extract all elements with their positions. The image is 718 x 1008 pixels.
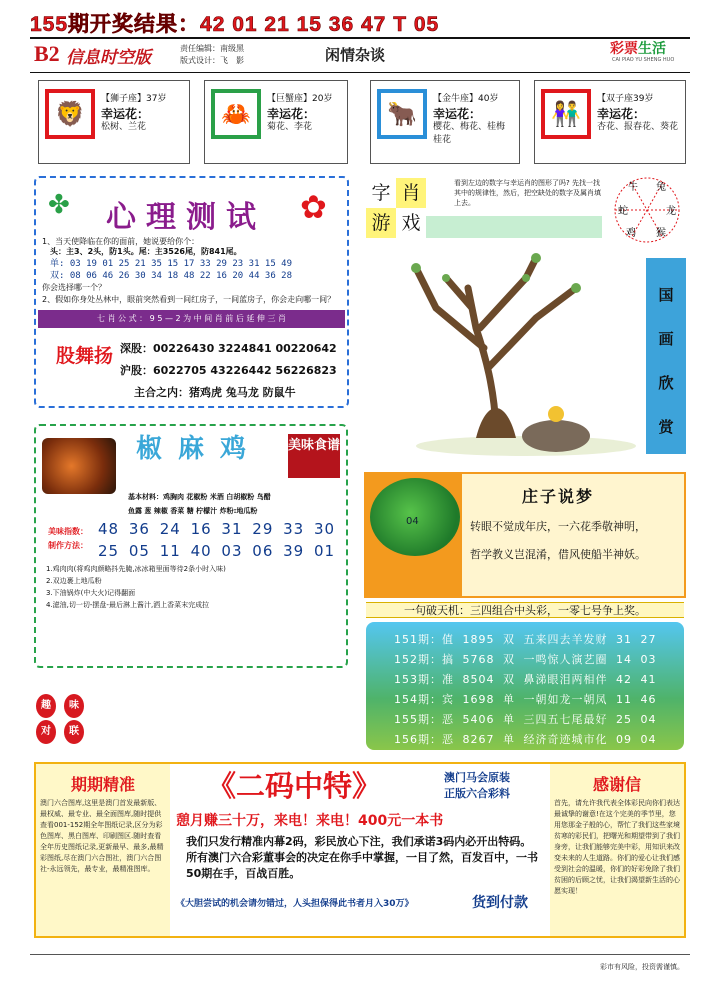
accuracy-text: 澳门六合图库,这里是澳门首发最新版、最权威、最专业、最全面图库,随时提供查看001-152期全年图纸记录,区分为彩色图库、黑白图库、印刷图区.随时查看全年历史图纸记录,更新最早、最多,最精彩图纸,尽在澳门六合图社，澳门六合图社-永远领先，最专业，最精准图库。 [40, 799, 164, 873]
riddle-char: 字 [371, 182, 391, 204]
seven-zodiac-formula: 七 肖 公 式 ： 9 5 — 2 为 中 间 肖 前 后 延 伸 三 肖 [38, 310, 345, 328]
crab-icon: 🦀 [211, 89, 261, 139]
odd-numbers-row: 单: 03 19 01 25 21 35 15 17 33 29 23 31 15 49 [50, 259, 292, 269]
history-row: 152期：搞 5768 双 一鸣惊人演艺圈 14 03 [394, 653, 657, 666]
painting-char: 赏 [658, 418, 674, 436]
accuracy-box [36, 764, 170, 936]
lantern-icon: 联 [64, 720, 84, 744]
zodiac-card-gemini [534, 80, 686, 164]
one-line-hint: 一句破天机：三四组合中头彩，一零七号争上奖。 [366, 602, 684, 618]
history-row: 156期：恶 8267 单 经济奇迹城市化 09 04 [394, 733, 657, 746]
shanghai-stock-line: 沪股：6022705 43226442 56226823 [120, 364, 337, 377]
recipe-tag: 美味食谱 [288, 434, 340, 478]
cash-on-delivery: 货到付款 [472, 895, 528, 911]
dream-text-box [462, 474, 684, 596]
number-row-2: 25 05 11 40 03 06 39 01 [98, 542, 336, 560]
bull-icon: 🐂 [377, 89, 427, 139]
lantern-icon: 味 [64, 694, 84, 718]
macau-original [444, 770, 510, 802]
thanks-title: 感谢信 [592, 775, 641, 794]
footer-rule [30, 954, 690, 955]
brand-title: 信息时空版 [66, 48, 151, 68]
dream-line-2: 哲学教义岂混淆，借风使船半神妖。 [470, 548, 646, 561]
lion-icon: 🦁 [45, 89, 95, 139]
tree-painting [376, 248, 640, 460]
page-code: B2 [34, 41, 60, 66]
ring-char: 鸡 [626, 228, 636, 239]
recipe-title: 椒麻鸡 [136, 434, 263, 464]
side-line-2: 正版六合彩料 [444, 787, 510, 800]
logo-text: 股舞扬 [56, 345, 114, 367]
zodiac-name: 【金牛座】40岁 [433, 94, 499, 104]
main-zodiac-line: 主合之内：猪鸡虎 兔马龙 防鼠牛 [134, 386, 296, 399]
lucky-flowers: 杏花、报春花、葵花 [597, 122, 679, 132]
psych-test-panel [34, 176, 349, 408]
question-1-end: 你会选择哪一个？ [42, 283, 106, 292]
zodiac-ring [606, 174, 688, 246]
question-1-tails: 头：主3、2头，防1头。尾：主3526尾，防841尾。 [42, 247, 242, 256]
draw-result-title: 155期开奖结果：42 01 21 15 36 47 T 05 [30, 13, 440, 36]
step-1: 1.鸡肉肉(将鸡肉颜略抖先腌,冰冰箱里面等待2条小时入味) [46, 565, 226, 573]
lucky-label: 幸运花： [433, 107, 482, 121]
step-2: 2.双边裹上地瓜粉 [46, 577, 102, 585]
zodiac-name: 【双子座39岁 [597, 94, 654, 104]
ad-footnote: 《大胆尝试的机会请勿错过，人头担保得此书者月入30万》 [176, 899, 414, 909]
lucky-flowers: 菊花、李花 [267, 122, 313, 132]
designer-line: 版式设计：飞 影 [180, 56, 244, 65]
history-row: 155期：恶 5406 单 三四五七尾最好 25 04 [394, 713, 657, 726]
ring-char: 蛇 [618, 206, 628, 217]
shenzhen-stock-line: 深股：00226430 3224841 00220642 [120, 342, 337, 355]
riddle-char: 肖 [396, 178, 426, 208]
ingredients-2: 鱼露 葱 辣椒 香菜 糖 柠檬汁 炸粉:地瓜粉 [128, 507, 258, 515]
word-zodiac-game [366, 176, 602, 240]
zodiac-name: 【巨蟹座】20岁 [267, 94, 333, 104]
history-row: 154期：宾 1698 单 一朝如龙一朝凤 11 46 [394, 693, 657, 706]
psych-title: 心理测试 [106, 200, 266, 235]
zodiac-card-taurus [370, 80, 520, 164]
lucky-label: 幸运花： [267, 107, 316, 121]
side-line-1: 澳门马会原装 [444, 771, 510, 784]
flower-icon: ✿ [300, 188, 327, 226]
bottom-ad-panel [34, 762, 686, 938]
index-label: 美味指数： [48, 527, 88, 536]
ad-slogan: 憩月赚三十万，来电！来电！400元一本书 [176, 813, 444, 829]
editor-line: 责任编辑：南级黑 [180, 44, 244, 53]
painting-char: 国 [658, 286, 674, 304]
recipe-panel [34, 424, 348, 668]
lucky-label: 幸运花： [101, 107, 150, 121]
dream-title: 庄子说梦 [522, 487, 595, 506]
thanks-letter-box [550, 764, 684, 936]
zodiac-name: 【狮子座】37岁 [101, 94, 167, 104]
ring-char: 猴 [656, 228, 666, 239]
riddle-text: 看到左边的数字与幸运肖的图形了吗? 先找一找其中的规律性，然后，把空缺处的数字及属肖填上去。 [454, 179, 601, 207]
painting-char: 画 [658, 330, 674, 348]
ring-char: 兔 [656, 182, 666, 193]
answer-bar [426, 216, 602, 238]
step-4: 4.滤油,切一切-摆盘-最后淋上酱汁,洒上香菜末完成拉 [46, 601, 210, 609]
lucky-flowers: 樱花、梅花、桂梅桂花 [433, 122, 506, 145]
lantern-icon: 趣 [36, 694, 56, 718]
editors [180, 43, 244, 67]
riddle-char: 戏 [401, 212, 421, 234]
thanks-text: 首先，请允许我代表全体彩民向你们表达最诚挚的谢意!在这个完美的季节里，您用您那金子般的心，帮忙了我们这些家境贫寒的彩民们，把曙光和期望带到了我们身旁，让我们能够完美中彩，用知识来改变未来的人生道路。你们的爱心让我们感受到社会的温暖，你们的好彩免除了我们贫困的后顾之忧，让我们渴望新生活的心愿实现！ [554, 799, 680, 895]
risk-warning: 彩市有风险，投资需谨慎。 [600, 963, 684, 971]
step-3: 3.下油锅炸(中大火)记得翻面 [46, 589, 136, 597]
number-row-1: 48 36 24 16 31 29 33 30 [98, 520, 336, 538]
logo-subtitle: CAI PIAO YU SHENG HUO [612, 57, 675, 63]
clover-icon: ✤ [48, 190, 70, 220]
leaf-number: 04 [406, 516, 419, 527]
caipiao-logo [610, 38, 666, 58]
ring-char: 龙 [666, 206, 676, 217]
question-2: 2、假如你身处丛林中，眼前突然看到一间红房子，一间蓝房子，你会走向哪一间？ [42, 295, 336, 304]
two-code-title: 《二码中特》 [206, 769, 381, 803]
accuracy-title: 期期精准 [70, 775, 135, 794]
ingredients: 基本材料：鸡胸肉 花椒粉 米酒 白胡椒粉 鸟醋 [128, 493, 271, 501]
zodiac-card-leo [38, 80, 190, 164]
history-row: 151期：值 1895 双 五来四去羊发财 31 27 [394, 633, 657, 646]
header-rule [30, 37, 690, 39]
riddle-char: 游 [366, 208, 396, 238]
history-row: 153期：准 8504 双 鼻涕眼泪两相伴 42 41 [394, 673, 657, 686]
dish-photo [42, 438, 116, 494]
method-label: 制作方法： [48, 541, 88, 550]
lucky-label: 幸运花： [597, 107, 646, 121]
even-numbers-row: 双: 08 06 46 26 30 34 18 48 22 16 20 44 36 28 [50, 271, 292, 281]
gu-wu-yang-logo [56, 346, 113, 366]
section-title: 闲情杂谈 [325, 46, 386, 64]
zodiac-card-cancer [204, 80, 348, 164]
logo-text-a: 彩票 [610, 41, 638, 57]
logo-text-b: 生活 [638, 41, 666, 57]
lantern-icon: 对 [36, 720, 56, 744]
twins-icon: 👫 [541, 89, 591, 139]
ring-char: 牛 [628, 182, 638, 193]
painting-label-bar [646, 258, 686, 454]
lucky-flowers: 松树、兰花 [101, 122, 147, 132]
header-rule-bottom [30, 72, 690, 73]
dream-line-1: 转眼不觉成年庆，一六花季敬神明， [470, 520, 646, 533]
question-1: 1、当天使降临在你的面前，她说要给你个： [42, 237, 200, 246]
lotus-leaf-image [370, 478, 460, 556]
zhuangzi-dream-panel [364, 472, 686, 598]
history-panel [366, 622, 684, 750]
painting-char: 欣 [658, 374, 674, 392]
ad-body: 我们只发行精准内幕2码，彩民放心下注，我们承诺3码内必开出特码。所有澳门六合彩董事会的决定在你手中掌握，一目了然，百发百中，一书50期在手，百战百胜。 [186, 835, 538, 880]
